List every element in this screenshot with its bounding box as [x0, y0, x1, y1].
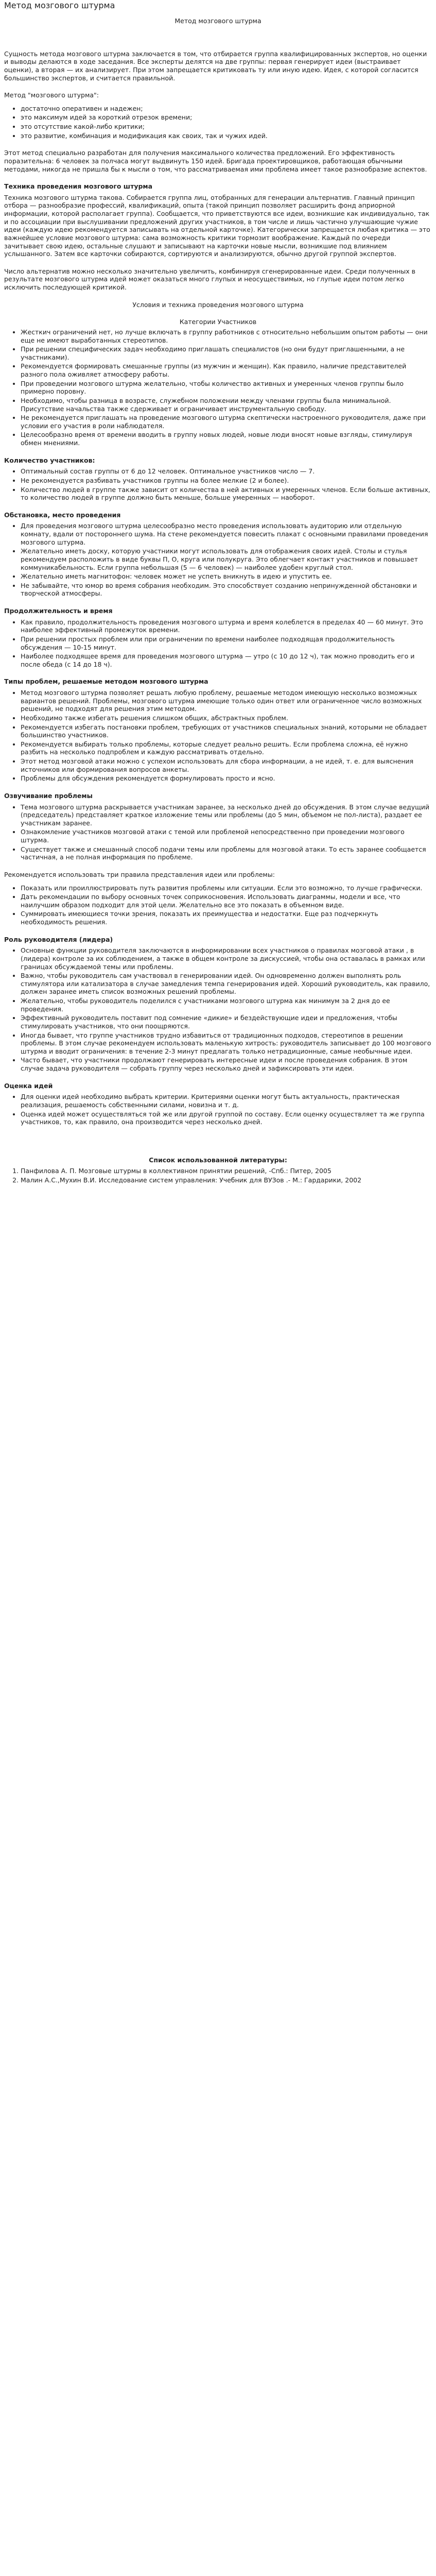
- intro-paragraph: Сущность метода мозгового штурма заключается в том, что отбирается группа квалифицированных экспертов, но оценки и выводы делаются в ходе заседания. Все эксперты делятся на две группы: первая генерирует идеи (выстраивает оценки), а вторая — их анализирует. При этом запрещается критиковать ту или иную идею. Идея, с которой согласится большинство экспертов, и считается правильной.: [4, 49, 427, 82]
- list-item: • Метод мозгового штурма позволяет решать любую проблему, решаемые методом имеющую несколько возможных вариантов решений. Проблемы, мозгового штурма имеющие только один ответ или ограниченное число возможных решений, не подходят для решения этим методом.: [21, 689, 432, 713]
- list-item: • Не рекомендуется разбивать участников группы на более мелкие (2 и более).: [21, 477, 432, 485]
- list-item: • Не рекомендуется приглашать на проведение мозгового штурма скептически настроенного руководителя, даже при условии его участия в роли наблюдателя.: [21, 414, 432, 430]
- section-heading: Условия и техника проведения мозгового штурма: [132, 300, 304, 309]
- count-list: [4, 467, 432, 502]
- doc-heading: Метод мозгового штурма: [175, 17, 261, 25]
- page-title: Метод мозгового штурма: [4, 1, 115, 10]
- paragraph: Этот метод специально разработан для получения максимального количества предложений. Его эффективность поразительна: 6 человек за полчаса могут выдвинуть 150 идей. Бригада проектировщиков, работающая обычными методами, никогда не пришла бы к мысли о том, что рассматриваемая ими проблема имеет такое разнообразие аспектов.: [4, 149, 427, 173]
- list-item: • Основные функции руководителя заключаются в информировании всех участников о правилах мозговой атаки , в (лидера) контроле за их соблюдением, а также в общем контроле за дискуссией, чтобы она оставалась в рамках или границах обсуждаемой темы или проблемы.: [21, 946, 432, 971]
- section-heading: Категории Участников: [179, 318, 257, 326]
- list-item: • Не забывайте, что юмор во время собрания необходим. Это способствует созданию непринужденной обстановки и творческой атмосферы.: [21, 582, 432, 598]
- eval-list: [4, 1093, 432, 1126]
- section-heading: Роль руководителя (лидера): [4, 935, 113, 943]
- list-item: • достаточно оперативен и надежен;: [21, 105, 432, 113]
- list-item: • Эффективный руководитель поставит под сомнение «дикие» и бездействующие идеи и предложения, чтобы стимулировать участников, что они поощряются.: [21, 1014, 432, 1030]
- list-item: • Для проведения мозгового штурма целесообразно место проведения использовать аудиторию или отдельную комнату, вдали от постороннего шума. На стене рекомендуется повесить плакат с основными правилами проведения мозгового штурма.: [21, 522, 432, 546]
- list-item: • При решении простых проблем или при ограничении по времени наиболее подходящая продолжительность обсуждения — 10-15 минут.: [21, 635, 432, 651]
- list-item: • Желательно, чтобы руководитель поделился с участниками мозгового штурма как минимум за 2 дня до ее проведения.: [21, 997, 432, 1013]
- list-item: • Важно, чтобы руководитель сам участвовал в генерировании идей. Он одновременно должен выполнять роль стимулятора или катализатора в случае замедления темпа генерирования идей. Хороший руководитель, как правило, должен заранее иметь список возможных решений проблемы.: [21, 972, 432, 996]
- list-item: • Жесткич ограничений нет, но лучше включать в группу работников с относительно небольшим опытом работы — они еще не имеют выработанных стереотипов.: [21, 328, 432, 344]
- sounding-list: [4, 803, 432, 861]
- reference-item: 2. Малин А.С.,Мухин В.И. Исследование систем управления: Учебник для ВУЗов .- М.: Гардарики, 2002: [21, 1176, 432, 1184]
- list-item: • Рекомендуется избегать постановки проблем, требующих от участников специальных знаний, которыми не обладает большинство участников.: [21, 723, 432, 739]
- list-item: • Суммировать имеющиеся точки зрения, показать их преимущества и недостатки. Еще раз подчеркнуть необходимость решения.: [21, 910, 432, 926]
- list-item: • Количество людей в группе также зависит от количества в ней активных и умеренных членов. Если больше активных, то количество людей в группе должно быть меньше, больше умеренных — наоборот.: [21, 486, 432, 502]
- list-item: • Проблемы для обсуждения рекомендуется формулировать просто и ясно.: [21, 774, 432, 783]
- list-item: • Для оценки идей необходимо выбрать критерии. Критериями оценки могут быть актуальность, практическая реализация, решаемость собственными силами, новизна и т. д.: [21, 1093, 432, 1109]
- list-item: • это развитие, комбинация и модификация как своих, так и чужих идей.: [21, 132, 432, 140]
- list-item: • Оптимальный состав группы от 6 до 12 человек. Оптимальное участников число — 7.: [21, 467, 432, 476]
- list-item: • При проведении мозгового штурма желательно, чтобы количество активных и умеренных членов группы было примерно поровну.: [21, 380, 432, 396]
- setting-list: [4, 522, 432, 598]
- list-item: • Дать рекомендации по выбору основных точек соприкосновения. Использовать диаграммы, модели и все, что наилучшим образом подходит для этой цели. Желательно все это показать в объемном виде.: [21, 893, 432, 909]
- list-item: • Оценка идей может осуществляться той же или другой группой по составу. Если оценку осуществляет та же группа участников, то, как правило, она производится через несколько дней.: [21, 1110, 432, 1126]
- section-heading: Техника проведения мозгового штурма: [4, 182, 153, 191]
- section-heading: Озвучивание проблемы: [4, 791, 93, 800]
- list-item: • При решении специфических задач необходимо приглашать специалистов (но они будут приглашенными, а не участниками).: [21, 345, 432, 361]
- list-item: • Желательно иметь доску, которую участники могут использовать для отображения своих идей. Столы и стулья рекомендуем расположить в виде буквы П, О, круга или полукруга. Это облегчает контакт участников и повышает коммуникабельность. Если группа небольшая (5 — 6 человек) — наиболее удобен круглый стол.: [21, 547, 432, 571]
- list-item: • Необходимо, чтобы разница в возрасте, служебном положении между членами группы была минимальной. Присутствие начальства также сдерживает и ограничивает инструментальную свободу.: [21, 397, 432, 413]
- list-item: • Этот метод мозговой атаки можно с успехом использовать для сбора информации, а не идей, т. е. для выяснения источников или формирования вопросов анкеты.: [21, 757, 432, 773]
- list-item: • это отсутствие какой-либо критики;: [21, 123, 432, 131]
- paragraph: Рекомендуется использовать три правила представления идеи или проблемы:: [4, 870, 275, 878]
- list-item: • Иногда бывает, что группе участников трудно избавиться от традиционных подходов, стереотипов в решении проблемы. В этом случае рекомендуем использовать маленькую хитрость: руководитель записывает до 100 мозгового штурма и вводит ограничения: в течение 2-3 минут предлагать только нетрадиционные, самые необычные идеи.: [21, 1031, 432, 1056]
- section-heading: Продолжительность и время: [4, 607, 113, 615]
- reference-item: 1. Панфилова А. П. Мозговые штурмы в коллективном принятии решений, -Спб.: Питер, 2005: [21, 1167, 432, 1175]
- duration-list: [4, 618, 432, 669]
- paragraph: Число альтернатив можно несколько значительно увеличить, комбинируя сгенерированные идеи. Среди полученных в результате мозгового штурма идей может оказаться много глупых и неосуществимых, но глупые идеи потом легко исключить последующей критикой.: [4, 267, 416, 291]
- list-item: • Часто бывает, что участники продолжают генерировать интересные идеи и после проведения собрания. В этом случае задача руководителя — собрать группу через несколько дней и зафиксировать эти идеи.: [21, 1056, 432, 1072]
- list-item: • Показать или проиллюстрировать путь развития проблемы или ситуации. Если это возможно, то лучше графически.: [21, 884, 432, 892]
- list-item: • Рекомендуется выбирать только проблемы, которые следует реально решить. Если проблема сложна, её нужно разбить на несколько подпроблем и каждую рассматривать отдельно.: [21, 740, 432, 756]
- document: [0, 0, 436, 1184]
- leader-list: [4, 946, 432, 1072]
- rules-list: [4, 884, 432, 926]
- references-list: [4, 1167, 432, 1184]
- references-heading: Список использованной литературы:: [149, 1156, 287, 1164]
- list-item: • Необходимо также избегать решения слишком общих, абстрактных проблем.: [21, 714, 432, 722]
- intro-list: [4, 105, 432, 140]
- list-item: • Рекомендуется формировать смешанные группы (из мужчин и женщин). Как правило, наличие представителей разного пола оживляет атмосферу работы.: [21, 362, 432, 378]
- section-heading: Типы проблем, решаемые методом мозгового штурма: [4, 677, 208, 686]
- types-list: [4, 689, 432, 783]
- list-item: • Наиболее подходящее время для проведения мозгового штурма — утро (с 10 до 12 ч), так можно проводить его и после обеда (с 14 до 18 ч).: [21, 652, 432, 668]
- categories-list: [4, 328, 432, 447]
- list-item: • Ознакомление участников мозговой атаки с темой или проблемой непосредственно при проведении мозгового штурма.: [21, 828, 432, 844]
- list-item: • Желательно иметь магнитофон: человек может не успеть вникнуть в идею и упустить ее.: [21, 572, 432, 581]
- list-item: • Целесообразно время от времени вводить в группу новых людей, новые люди вносят новые взгляды, стимулируя обмен мнениями.: [21, 431, 432, 447]
- list-item: • Существует также и смешанный способ подачи темы или проблемы для мозговой атаки. То есть заранее сообщается частичная, а не полная информация по проблеме.: [21, 845, 432, 861]
- intro-lead: Метод "мозгового штурма":: [4, 91, 99, 99]
- paragraph: Техника мозгового штурма такова. Собирается группа лиц, отобранных для генерации альтернатив. Главный принцип отбора — разнообразие профессий, квалификаций, опыта (такой принцип позволяет расширить фонд априорной информации, которой располагает группа). Сообщается, что приветствуются все идеи, возникшие как индивидуально, так и по ассоциации при выслушивании предложений других участников, в том числе и лишь частично улучшающие чужие идеи (каждую идею рекомендуется записывать на отдельной карточке). Категорически запрещается любая критика — это важнейшее условие мозгового штурма: сама возможность критики тормозит воображение. Каждый по очереди зачитывает свою идею, остальные слушают и записывают на карточки новые мысли, возникшие под влиянием услышанного. Затем все карточки собираются, сортируются и анализируются, обычно другой группой экспертов.: [4, 193, 430, 258]
- list-item: • это максимум идей за короткий отрезок времени;: [21, 113, 432, 122]
- section-heading: Количество участников:: [4, 456, 95, 464]
- section-heading: Обстановка, место проведения: [4, 511, 121, 519]
- list-item: • Тема мозгового штурма раскрывается участникам заранее, за несколько дней до обсуждения. В этом случае ведущий (председатель) представляет краткое изложение темы или проблемы (до 5 мин, объемом не пол-листа), раздает ее участникам заранее.: [21, 803, 432, 827]
- list-item: • Как правило, продолжительность проведения мозгового штурма и время колеблется в пределах 40 — 60 минут. Это наиболее эффективный промежуток времени.: [21, 618, 432, 634]
- section-heading: Оценка идей: [4, 1081, 53, 1090]
